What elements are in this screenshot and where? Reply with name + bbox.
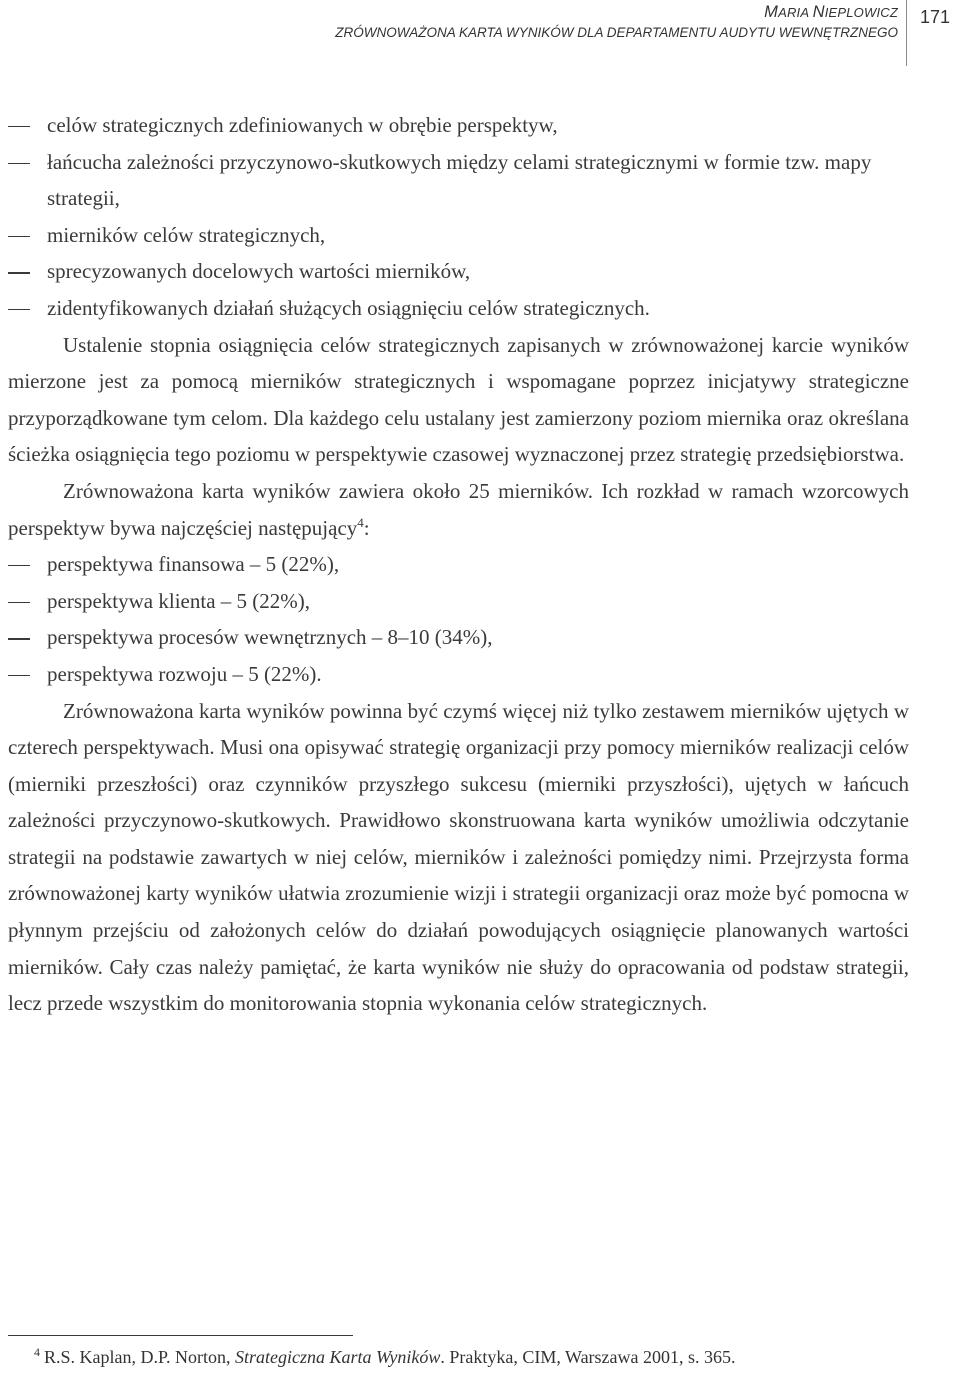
footnote-rule <box>8 1335 353 1336</box>
footnote-mark: 4 <box>34 1345 40 1359</box>
list-item: sprecyzowanych docelowych wartości mierników, <box>47 259 471 284</box>
author-name: MARIA NIEPLOWICZ <box>764 3 898 21</box>
list-item: perspektywa finansowa – 5 (22%), <box>47 552 340 577</box>
footnote: $^4$ R.S. Kaplan, D.P. Norton, Strategiczna Karta Wyników. Praktyka, CIM, Warszawa 2001, s. 365. <box>34 1345 736 1367</box>
journal-title: ZRÓWNOWAŻONA KARTA WYNIKÓW DLA DEPARTAMENTU AUDYTU WEWNĘTRZNEGO <box>335 25 898 40</box>
list-item: perspektywa rozwoju – 5 (22%). <box>47 661 322 686</box>
paragraph: Zrównoważona karta wyników powinna być czymś więcej niż tylko zestawem mierników ujętych w czterech perspektywach. Musi ona opisywać strategię organizacji przy pomocy mierników realizacji celów (mierniki przeszłości) oraz czynników przyszłego sukcesu (mierniki przyszłości), ujętych w łańcuch zależności przyczynowo-skutkowych. Prawidłowo skonstruowana karta wyników umożliwia odczytanie strategii na podstawie zawartych w niej celów, mierników i zależności pomiędzy nimi. Przejrzysta forma zrównoważonej karty wyników ułatwia zrozumienie wizji i strategii organizacji oraz może być pomocna w płynnym przejściu od założonych celów do działań powodujących osiągnięcie planowanych wartości mierników. Cały czas należy pamiętać, że karta wyników nie służy do opracowania od podstaw strategii, lecz przede wszystkim do monitorowania stopnia wykonania celów strategicznych. <box>8 698 909 1016</box>
list-item: perspektywa procesów wewnętrznych – 8–10 (34%), <box>47 625 493 650</box>
list-item: celów strategicznych zdefiniowanych w obrębie perspektyw, <box>47 113 558 137</box>
paragraph: Ustalenie stopnia osiągnięcia celów strategicznych zapisanych w zrównoważonej karcie wyników mierzone jest za pomocą mierników strategicznych i wspomagane poprzez inicjatywy strategiczne przyporządkowane tym celom. Dla każdego celu ustalany jest zamierzony poziom miernika oraz określana ścieżka osiągnięcia tego poziomu w perspektywie czasowej wyznaczonej przez strategię przedsiębiorstwa. <box>8 332 909 467</box>
perspectives-list <box>8 546 909 692</box>
page-number: 171 <box>920 7 951 27</box>
list-item: perspektywa klienta – 5 (22%), <box>47 588 311 613</box>
footnote-book-title: Strategiczna Karta Wyników <box>235 1347 441 1367</box>
paragraph: Zrównoważona karta wyników zawiera około 25 mierników. Ich rozkład w ramach wzorcowych perspektyw bywa najczęściej następujący$^4$: <box>8 478 909 540</box>
running-head <box>267 0 907 66</box>
list-item: mierników celów strategicznych, <box>47 222 326 247</box>
list-item: zidentyfikowanych działań służących osiągnięciu celów strategicznych. <box>47 295 650 320</box>
top-list <box>8 107 909 327</box>
footnote-reference: 4 <box>357 514 364 530</box>
body-text <box>8 107 909 1022</box>
list-item: łańcucha zależności przyczynowo-skutkowych między celami strategicznymi w formie tzw. mapy strategii, <box>47 149 872 211</box>
